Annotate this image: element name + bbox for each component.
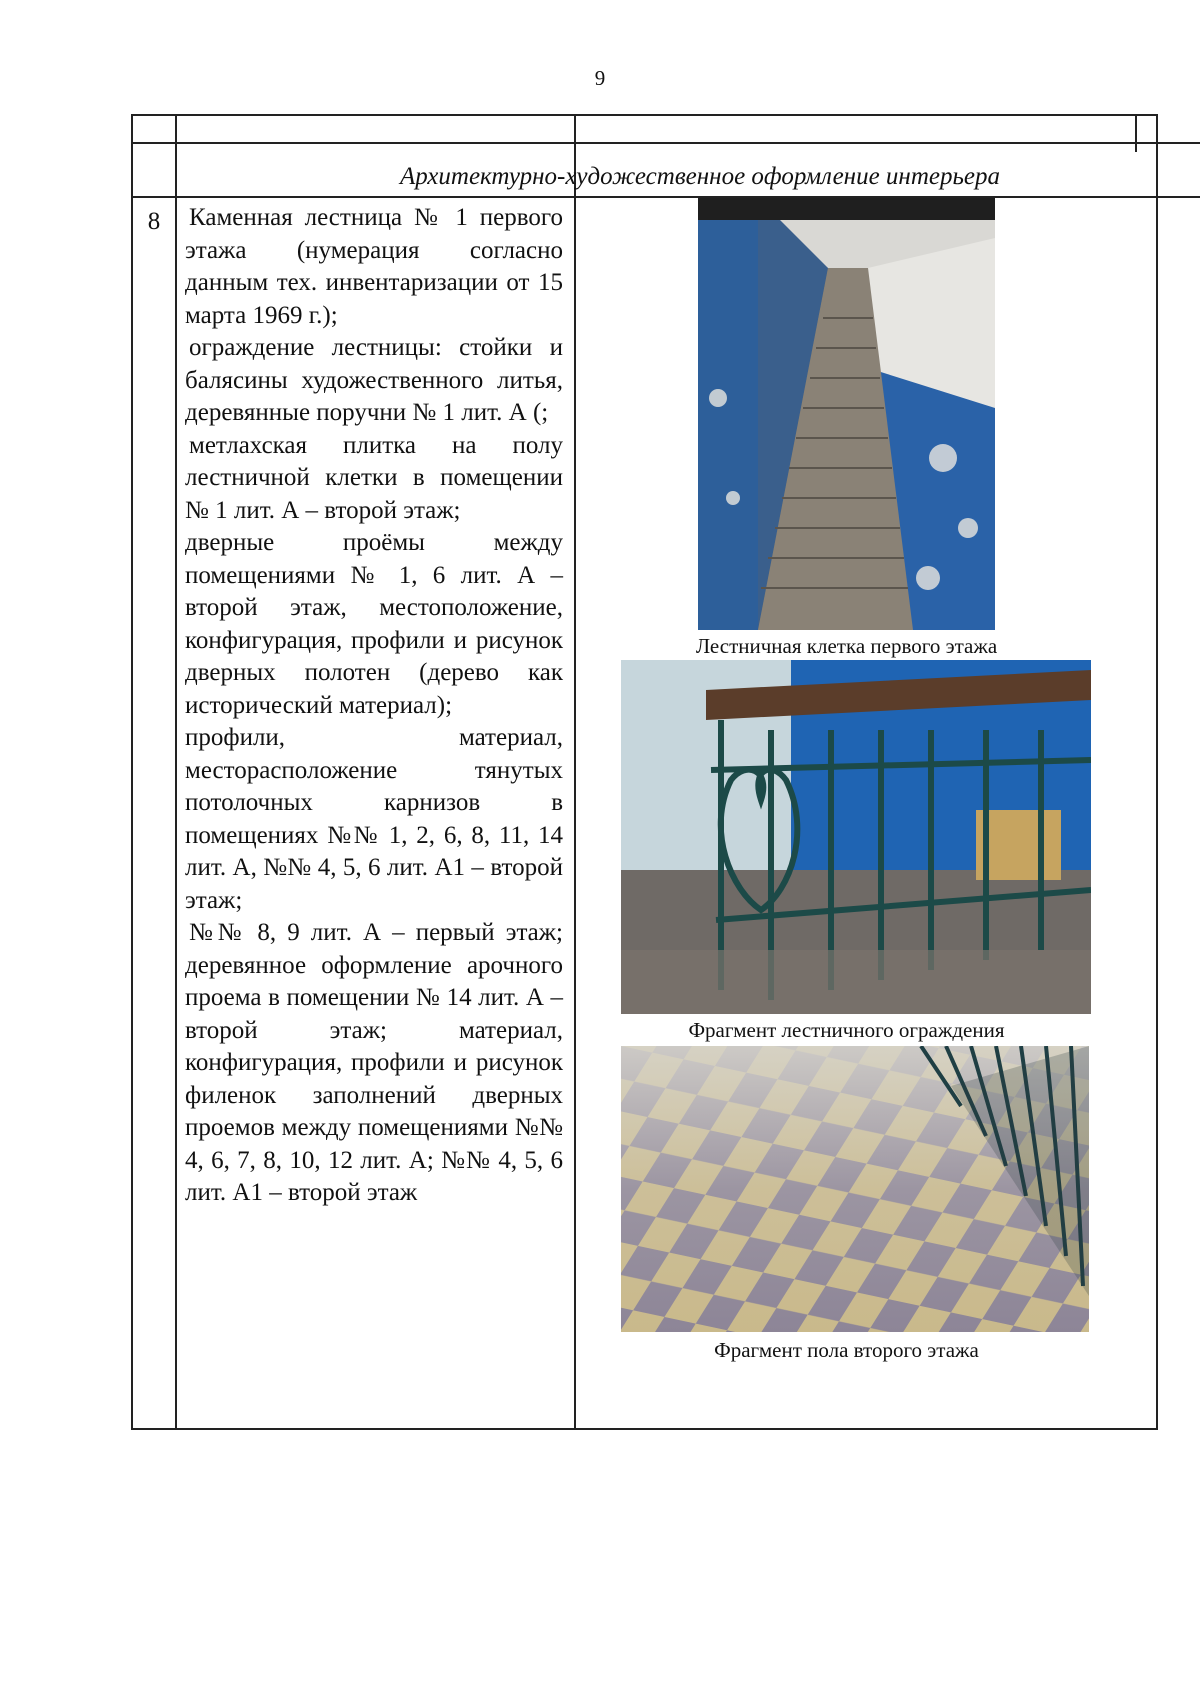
photo-caption: Фрагмент лестничного ограждения bbox=[688, 1018, 1005, 1042]
column-divider-description bbox=[574, 116, 576, 1430]
railing-photo bbox=[621, 660, 1091, 1014]
description-paragraph: дверные проёмы между помещениями № 1, 6 лит. А – второй этаж, местоположение, конфигурация, профили и рисунок дверных полотен (дерево как исторический материал); bbox=[185, 529, 563, 719]
photo-caption: Лестничная клетка первого этажа bbox=[695, 634, 998, 658]
description-paragraph: Каменная лестница № 1 первого этажа (нумерация согласно данным тех. инвентаризации от 15 марта 1969 г.); bbox=[185, 204, 563, 329]
description-paragraph: профили, материал, месторасположение тянутых потолочных карнизов в помещениях №№ 1, 2, 6, 8, 11, 14 лит. А, №№ 4, 5, 6 лит. А1 – второй этаж; bbox=[185, 724, 563, 914]
column-divider-number bbox=[175, 116, 177, 1430]
column-divider-right-top bbox=[1135, 116, 1137, 152]
heritage-table bbox=[131, 114, 1158, 1430]
photo-caption: Фрагмент пола второго этажа bbox=[714, 1338, 979, 1362]
header-row-divider bbox=[133, 142, 1200, 144]
row-number: 8 bbox=[147, 208, 161, 235]
row-description bbox=[185, 202, 563, 1210]
staircase-photo bbox=[698, 198, 995, 630]
section-title: Архитектурно-художественное оформление интерьера bbox=[400, 163, 1000, 190]
description-paragraph: ограждение лестницы: стойки и балясины художественного литья, деревянные поручни № 1 лит. А (; bbox=[185, 334, 563, 426]
floor-photo bbox=[621, 1046, 1089, 1332]
page-number: 9 bbox=[594, 66, 606, 90]
description-paragraph: метлахская плитка на полу лестничной клетки в помещении № 1 лит. А – второй этаж; bbox=[185, 431, 563, 524]
description-paragraph: №№ 8, 9 лит. А – первый этаж; деревянное оформление арочного проема в помещении № 14 лит. А – второй этаж; материал, конфигурация, профили и рисунок филенок заполнений дверных проемов между помещениями №№ 4, 6, 7, 8, 10, 12 лит. А; №№ 4, 5, 6 лит. А1 – второй этаж bbox=[185, 919, 563, 1206]
